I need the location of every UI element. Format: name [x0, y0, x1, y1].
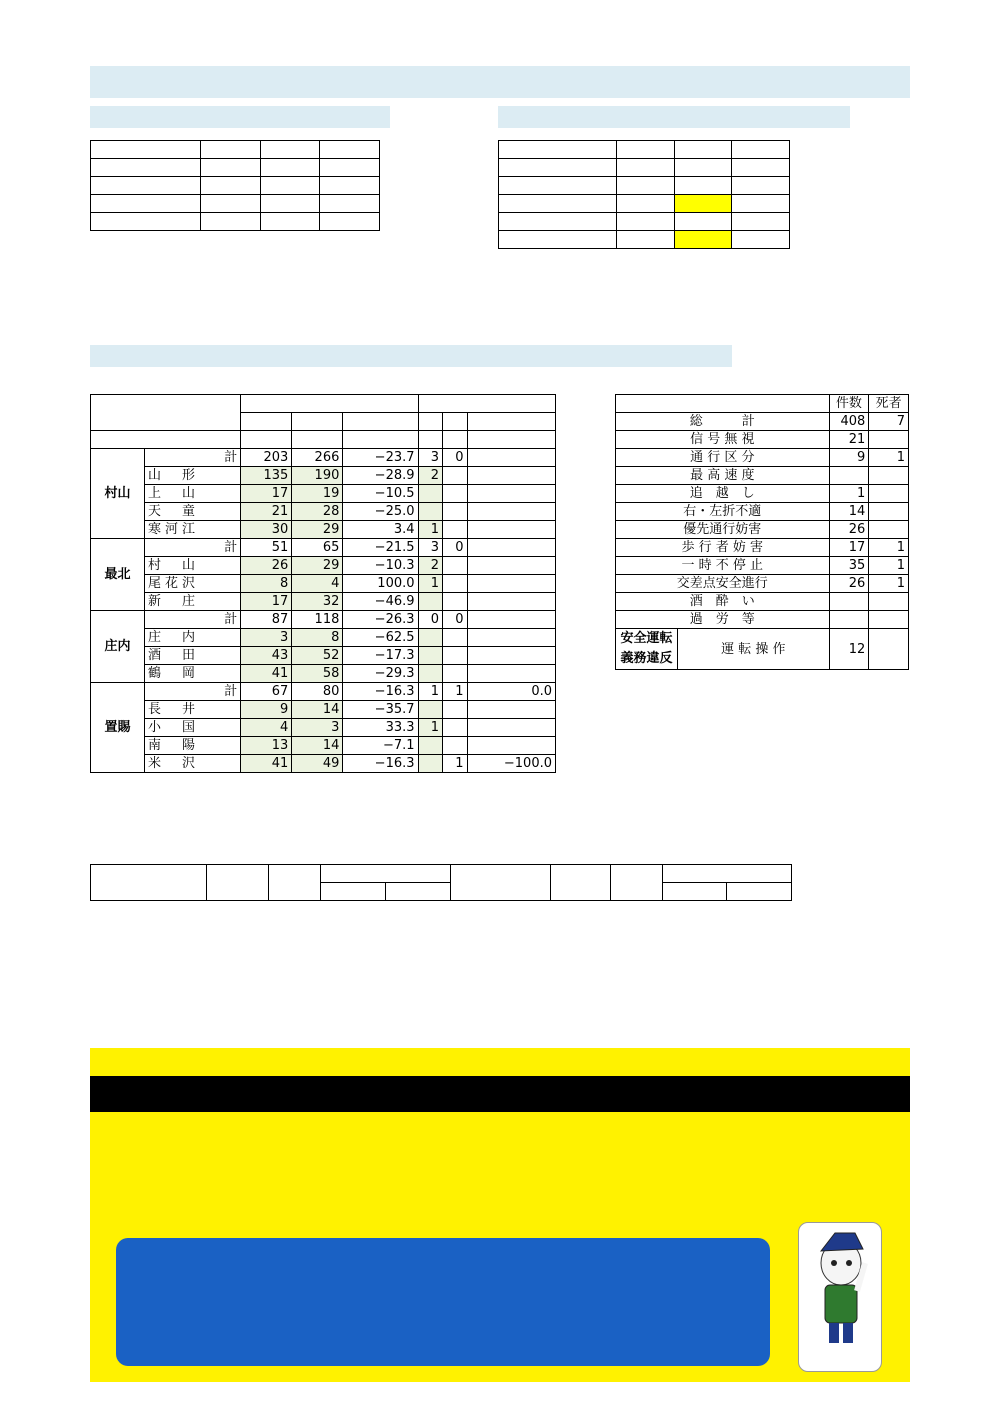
region-table [90, 394, 556, 773]
table-row: 山 形 135 190 −28.9 2 [91, 467, 556, 485]
region-block-label: 村山 [91, 449, 145, 539]
purpose-table [90, 864, 792, 901]
s1-table [90, 140, 380, 231]
section3-heading [90, 345, 732, 367]
section2-heading [498, 106, 850, 128]
table-row: 尾花沢 8 4 100.0 1 [91, 575, 556, 593]
region-block-label: 置賜 [91, 683, 145, 773]
safety-violation-label: 安全運転義務違反 [616, 629, 678, 670]
table-row: 通 行 区 分 9 1 [616, 449, 909, 467]
warning-callout [116, 1238, 770, 1366]
region-block-label: 庄内 [91, 611, 145, 683]
table-row: 信 号 無 視 21 [616, 431, 909, 449]
table-row: 小 国 4 3 33.3 1 [91, 719, 556, 737]
table-row: 上 山 17 19 −10.5 [91, 485, 556, 503]
table-row: 過 労 等 [616, 611, 909, 629]
section1-heading [90, 106, 390, 128]
table-row: 新 庄 17 32 −46.9 [91, 593, 556, 611]
warning-panel [90, 1048, 910, 1382]
table-row: 米 沢 41 49 −16.3 1 −100.0 [91, 755, 556, 773]
table-row: 右・左折不適 14 [616, 503, 909, 521]
table-row: 村山 計 203 266 −23.7 3 0 [91, 449, 556, 467]
mascot-image [798, 1222, 882, 1372]
table-row: 優先通行妨害 26 [616, 521, 909, 539]
cause-table: 件数 死者 総 計 408 7 信 号 無 視 21 通 行 区 分 9 1 最 高 速 度 追 越 し 1 右・左折不適 14 優先通行妨害 26 歩 行 者 妨 害 17 1 一 時 不 停 止 35 1 交差点安全進行 26 1 酒 酔 い 過 労 等 安全運転義務違反 運 転 操 作 12 [615, 394, 909, 670]
table-row: 庄内 計 87 118 −26.3 0 0 [91, 611, 556, 629]
page-title [90, 66, 910, 98]
warning-subheading [90, 1076, 910, 1112]
table-row: 交差点安全進行 26 1 [616, 575, 909, 593]
table-row: 一 時 不 停 止 35 1 [616, 557, 909, 575]
table-row: 酒 田 43 52 −17.3 [91, 647, 556, 665]
table-row: 最北 計 51 65 −21.5 3 0 [91, 539, 556, 557]
table-row: 追 越 し 1 [616, 485, 909, 503]
table-row: 庄 内 3 8 −62.5 [91, 629, 556, 647]
table-row: 歩 行 者 妨 害 17 1 [616, 539, 909, 557]
table-row: 安全運転義務違反 運 転 操 作 12 [616, 629, 909, 670]
table-row: 最 高 速 度 [616, 467, 909, 485]
table-row: 置賜 計 67 80 −16.3 1 1 0.0 [91, 683, 556, 701]
table-row: 総 計 408 7 [616, 413, 909, 431]
s3-note4 [92, 1020, 105, 1039]
table-row: 鶴 岡 41 58 −29.3 [91, 665, 556, 683]
region-block-label: 最北 [91, 539, 145, 611]
table-row: 南 陽 13 14 −7.1 [91, 737, 556, 755]
s2-table [498, 140, 790, 249]
mascot-icon [799, 1223, 883, 1353]
table-row: 天 童 21 28 −25.0 [91, 503, 556, 521]
table-row: 長 井 9 14 −35.7 [91, 701, 556, 719]
warning-heading [90, 1048, 910, 1076]
table-row: 村 山 26 29 −10.3 2 [91, 557, 556, 575]
table-row: 酒 酔 い [616, 593, 909, 611]
table-row: 寒河江 30 29 3.4 1 [91, 521, 556, 539]
